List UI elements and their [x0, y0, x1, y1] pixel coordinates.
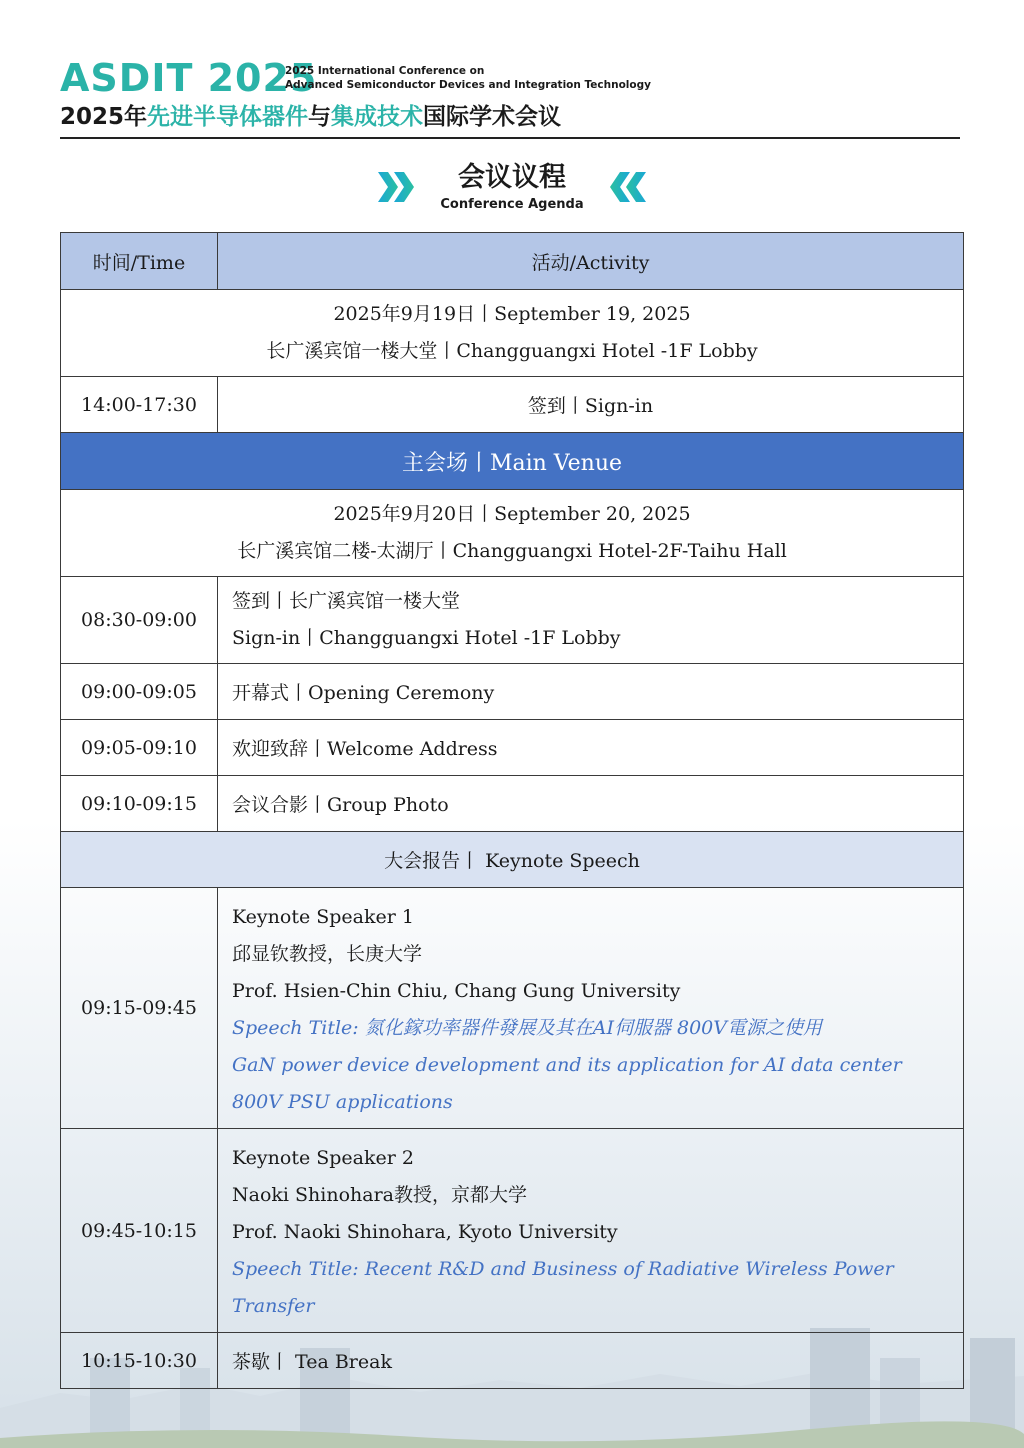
activity-cell: 会议合影丨Group Photo	[218, 776, 964, 832]
activity-cell: 签到丨长广溪宾馆一楼大堂 Sign-in丨Changguangxi Hotel -1F Lobby	[218, 577, 964, 664]
time-cell: 14:00-17:30	[61, 377, 218, 433]
conference-header	[60, 56, 960, 140]
time-cell: 10:15-10:30	[61, 1333, 218, 1389]
day1-info-row	[61, 290, 964, 377]
keynote2-cell	[218, 1129, 964, 1333]
keynote2-title-cont: Transfer	[232, 1295, 315, 1317]
time-cell: 09:10-09:15	[61, 776, 218, 832]
conference-logo: ASDIT 2025	[60, 56, 318, 100]
keynote1-cell	[218, 888, 964, 1129]
activity-cell: 签到丨Sign-in	[218, 377, 964, 433]
time-cell: 08:30-09:00	[61, 577, 218, 664]
keynote-section-row	[61, 832, 964, 888]
keynote1-label: Keynote Speaker 1	[232, 906, 414, 928]
double-chevron-left-icon	[608, 170, 648, 204]
conference-chinese-name: 2025年先进半导体器件与集成技术国际学术会议	[60, 104, 562, 130]
day2-info-row	[61, 490, 964, 577]
keynote1-name-en: Prof. Hsien-Chin Chiu, Chang Gung University	[232, 980, 681, 1002]
keynote1-name-zh: 邱显钦教授，长庚大学	[232, 943, 423, 965]
activity-cell: 欢迎致辞丨Welcome Address	[218, 720, 964, 776]
agenda-title-zh: 会议议程	[458, 162, 566, 193]
keynote-section-label: 大会报告丨 Keynote Speech	[61, 832, 964, 888]
time-cell: 09:15-09:45	[61, 888, 218, 1129]
time-column-header: 时间/Time	[61, 233, 218, 290]
activity-cell: 茶歇丨 Tea Break	[218, 1333, 964, 1389]
time-cell: 09:00-09:05	[61, 664, 218, 720]
table-row	[61, 577, 964, 664]
day2-date: 2025年9月20日丨September 20, 2025	[333, 503, 691, 525]
header-divider	[60, 137, 960, 139]
keynote1-title-en-cont: 800V PSU applications	[232, 1091, 453, 1113]
keynote2-name-en: Prof. Naoki Shinohara, Kyoto University	[232, 1221, 618, 1243]
main-venue-label: 主会场丨Main Venue	[61, 433, 964, 490]
keynote1-title-en: GaN power device development and its application for AI data center	[232, 1054, 902, 1076]
main-venue-row	[61, 433, 964, 490]
table-row	[61, 888, 964, 1129]
keynote2-name-zh: Naoki Shinohara教授，京都大学	[232, 1184, 528, 1206]
table-header-row	[61, 233, 964, 290]
day2-location: 长广溪宾馆二楼-太湖厅丨Changguangxi Hotel-2F-Taihu Hall	[237, 540, 787, 562]
time-cell: 09:05-09:10	[61, 720, 218, 776]
agenda-table	[60, 232, 964, 1389]
day1-date: 2025年9月19日丨September 19, 2025	[333, 303, 691, 325]
keynote2-label: Keynote Speaker 2	[232, 1147, 414, 1169]
keynote2-title: Speech Title: Recent R&D and Business of Radiative Wireless Power	[232, 1258, 894, 1280]
activity-column-header: 活动/Activity	[218, 233, 964, 290]
agenda-title	[0, 160, 1024, 220]
table-row	[61, 776, 964, 832]
agenda-title-en: Conference Agenda	[440, 197, 584, 212]
table-row	[61, 664, 964, 720]
table-row	[61, 1333, 964, 1389]
table-row	[61, 720, 964, 776]
activity-cell: 开幕式丨Opening Ceremony	[218, 664, 964, 720]
time-cell: 09:45-10:15	[61, 1129, 218, 1333]
keynote1-title-zh: Speech Title: 氮化鎵功率器件發展及其在AI伺服器 800V電源之使用	[232, 1017, 822, 1039]
conference-english-name: 2025 International Conference on Advanced Semiconductor Devices and Integration Technology	[285, 65, 651, 91]
day1-location: 长广溪宾馆一楼大堂丨Changguangxi Hotel -1F Lobby	[266, 340, 758, 362]
table-row	[61, 377, 964, 433]
table-row	[61, 1129, 964, 1333]
